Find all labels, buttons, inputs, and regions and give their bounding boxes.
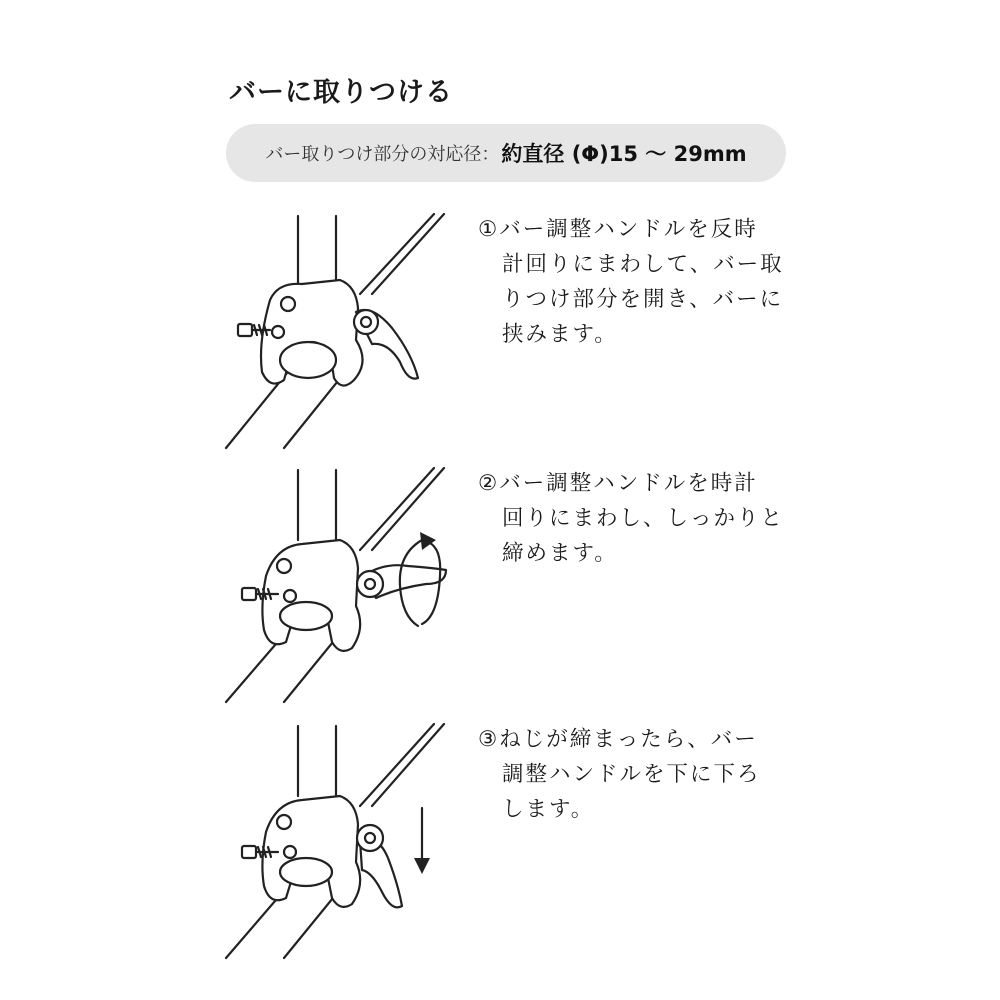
step2-line-3: 締めます。 [502, 541, 618, 566]
spec-banner [226, 124, 786, 182]
step2-text [478, 466, 798, 571]
step2-bar-opening [280, 602, 332, 630]
step1-illustration [222, 212, 458, 452]
step2-line-2: 回りにまわし、しっかりと [502, 506, 785, 531]
step1-bar-opening [280, 342, 336, 378]
step3-illustration [222, 722, 458, 962]
step2-pivot-hole [277, 559, 291, 573]
step2-clamp-body [262, 540, 360, 651]
step3-pivot-hole [277, 815, 291, 829]
step2-line-1: ②バー調整ハンドルを時計 [478, 471, 758, 496]
step3-bar-opening [280, 858, 332, 886]
step2-illustration [222, 466, 458, 706]
step3-line-2: 調整ハンドルを下に下ろ [502, 762, 761, 787]
section-title: バーに取りつける [229, 77, 453, 108]
step1-line-2: 計回りにまわして、バー取 [502, 252, 784, 277]
step1-pivot-hole-2 [272, 326, 284, 338]
step3-bar-vertical [298, 726, 336, 796]
spec-value: 約直径 (Φ)15 ～ 29mm [501, 142, 747, 166]
down-arrow-icon [414, 808, 430, 874]
step1-line-4: 挟みます。 [502, 322, 618, 347]
step3-pivot-hole-2 [284, 846, 296, 858]
step3-text [478, 722, 798, 827]
step1-text [478, 212, 798, 352]
spec-label: バー取りつけ部分の対応径： [265, 144, 500, 165]
step1-line-3: りつけ部分を開き、バーに [502, 287, 784, 312]
step1-line-1: ①バー調整ハンドルを反時 [478, 217, 758, 242]
step2-bar-vertical [298, 470, 336, 540]
step3-adjust-handle [357, 825, 402, 907]
step3-line-1: ③ねじが締まったら、バー [478, 727, 758, 752]
step1-pivot-hole [281, 297, 295, 311]
step2-pivot-hole-2 [284, 590, 296, 602]
step1-adjust-handle [354, 310, 418, 379]
step3-line-3: します。 [502, 797, 595, 822]
